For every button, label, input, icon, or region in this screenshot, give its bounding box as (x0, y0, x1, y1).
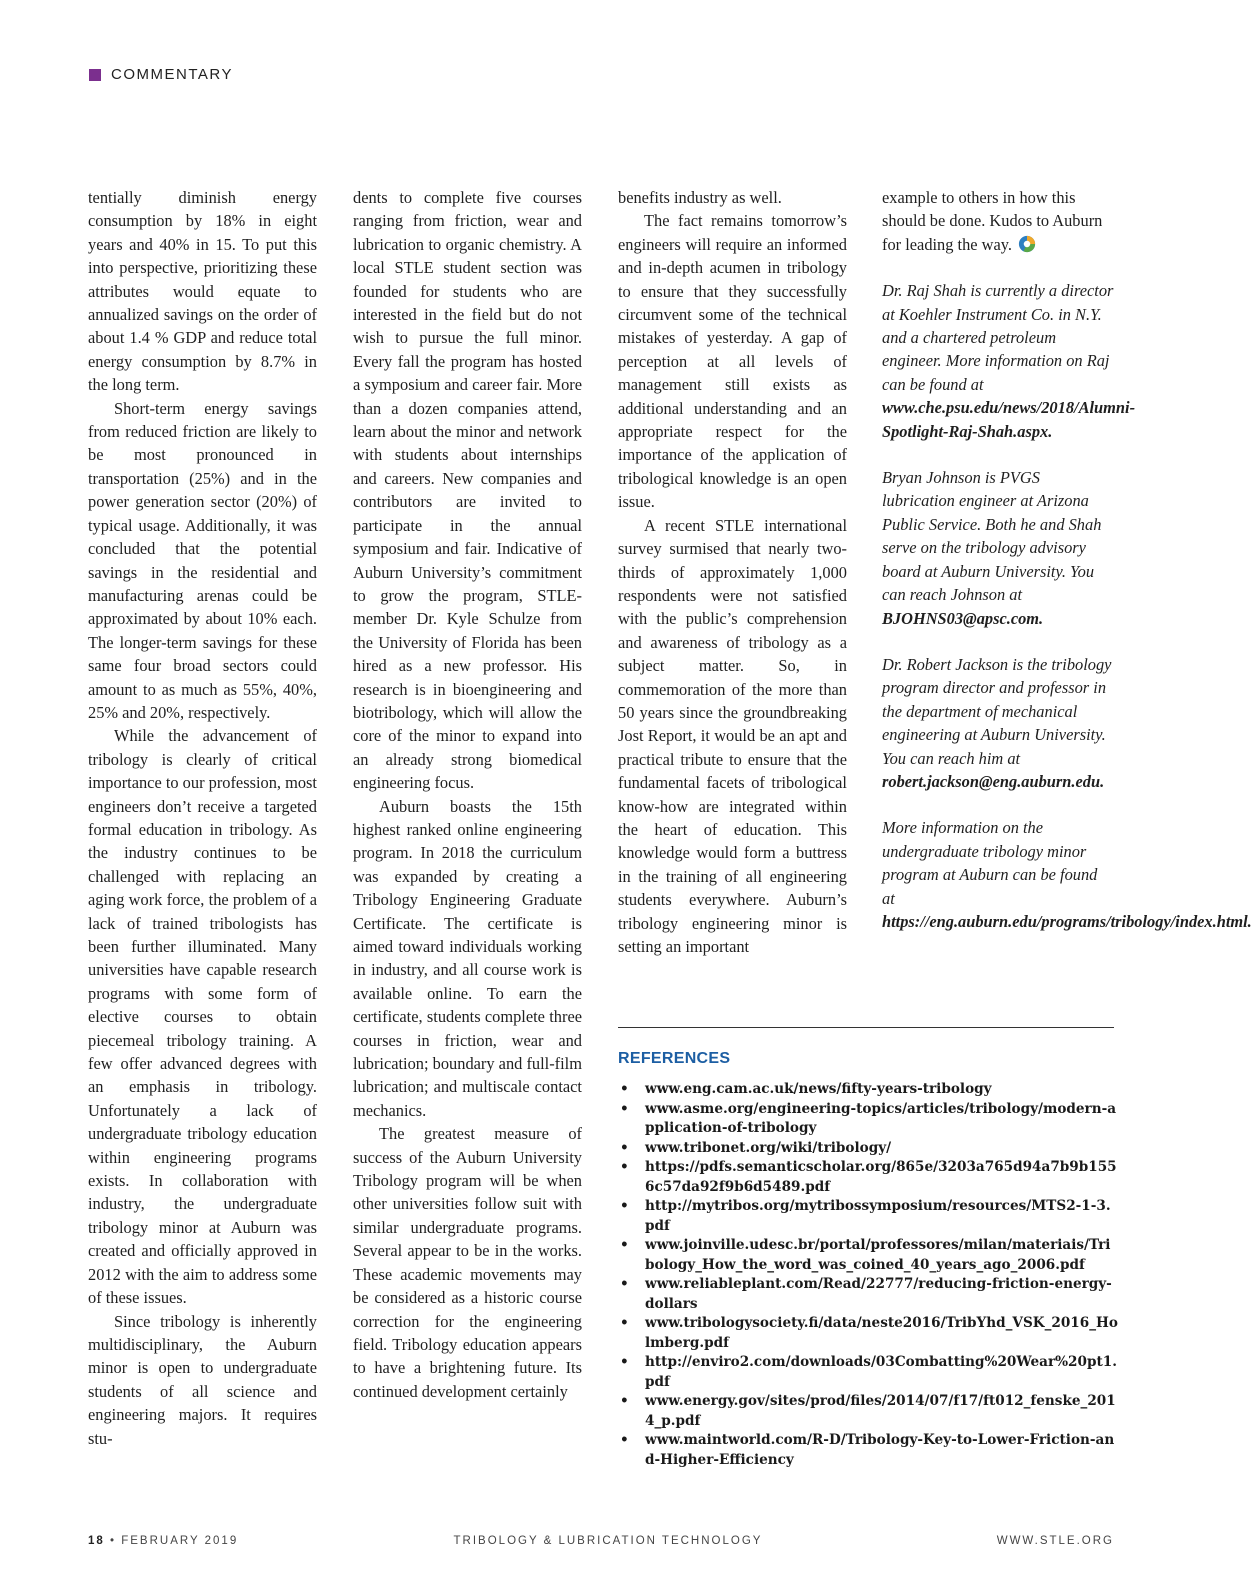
issue-date: FEBRUARY 2019 (121, 1535, 239, 1547)
bio-text: More information on the undergraduate tribology minor program at Auburn can be found at (882, 818, 1098, 908)
paragraph: benefits industry as well. (618, 188, 782, 207)
reference-item[interactable]: • www.tribologysociety.fi/data/neste2016/TribYhd_VSK_2016_Holmberg.pdf (618, 1314, 1118, 1353)
bio-text: Dr. Raj Shah is currently a director at Koehler Instrument Co. in N.Y. and a chartered petroleum engineer. More information on Raj can be found at (882, 281, 1114, 394)
section-header (89, 66, 233, 83)
paragraph: A recent STLE international survey surmised that nearly two-thirds of approximately 1,000 respondents were not satisfied with the public’s comprehension and awareness of tribology as a subject matter. So, in commemoration of the more than 50 years since the groundbreaking Jost Report, it would be an apt and practical tribute to ensure that the fundamental facets of tribological know-how are integrated within the heart of education. This knowledge would form a buttress in the training of all engineering students everywhere. Auburn’s tribology engineering minor is setting an important (618, 515, 847, 956)
reference-item[interactable]: • www.energy.gov/sites/prod/files/2014/07/f17/ft012_fenske_2014_p.pdf (618, 1392, 1118, 1431)
author-bio-johnson (882, 466, 1114, 630)
references-list (618, 1080, 1118, 1470)
reference-item[interactable]: • www.maintworld.com/R-D/Tribology-Key-to-Lower-Friction-and-Higher-Efficiency (618, 1431, 1118, 1470)
closing-paragraph (882, 186, 1114, 256)
reference-item[interactable]: • www.reliableplant.com/Read/22777/reducing-friction-energy-dollars (618, 1275, 1118, 1314)
bio-text: Bryan Johnson is PVGS lubrication engineer at Arizona Public Service. Both he and Shah serve on the tribology advisory board at Auburn University. You can reach Johnson at (882, 468, 1102, 605)
author-bio-jackson (882, 653, 1114, 793)
footer-website[interactable]: WWW.STLE.ORG (996, 1535, 1114, 1547)
paragraph: While the advancement of tribology is clearly of critical importance to our profession, most engineers don’t receive a targeted formal education in tribology. As the industry continues to be challenged with replacing an aging work force, the problem of a lack of trained tribologists has been further illuminated. Many universities have capable research programs with some form of elective courses to obtain piecemeal tribology training. A few offer advanced degrees with an emphasis in tribology. Unfortunately a lack of undergraduate tribology education within engineering programs exists. In collaboration with industry, the undergraduate tribology minor at Auburn was created and officially approved in 2012 with the aim to address some of these issues. (88, 726, 317, 1308)
article-column-1 (88, 186, 317, 1450)
paragraph: Auburn boasts the 15th highest ranked online engineering program. In 2018 the curriculum was expanded by creating a Tribology Engineering Graduate Certificate. The certificate is aimed toward individuals working in industry, and all course work is available online. To earn the certificate, students complete three courses in friction, wear and lubrication; boundary and full-film lubrication; and multiscale contact mechanics. (353, 796, 582, 1120)
paragraph: Short-term energy savings from reduced friction are likely to be most pronounced in transportation (25%) and in the power generation sector (20%) of typical usage. Additionally, it was concluded that the potential savings in the residential and manufacturing arenas could be approximated by about 10% each. The longer-term savings for these same four broad sectors could amount to as much as 55%, 40%, 25% and 20%, respectively. (88, 398, 317, 722)
program-link[interactable]: https://eng.auburn.edu/programs/tribology/index.html. (882, 911, 1252, 931)
reference-item[interactable]: • www.eng.cam.ac.uk/news/fifty-years-tribology (618, 1080, 1118, 1100)
page-number: 18 (88, 1535, 105, 1547)
bio-link[interactable]: www.che.psu.edu/news/2018/Alumni-Spotlight-Raj-Shah.aspx. (882, 398, 1136, 441)
article-column-4 (882, 186, 1252, 933)
bio-email[interactable]: BJOHNS03@apsc.com. (882, 608, 1044, 628)
reference-item[interactable]: • https://pdfs.semanticscholar.org/865e/3203a765d94a7b9b1556c57da92f9b6d5489.pdf (618, 1158, 1118, 1197)
paragraph: dents to complete five courses ranging from friction, wear and lubrication to organic chemistry. A local STLE student section was founded for students who are interested in the field but do not wish to pursue the full minor. Every fall the program has hosted a symposium and career fair. More than a dozen companies attend, learn about the minor and network with students about internships and careers. New companies and contributors are invited to participate in the annual symposium and fair. Indicative of Auburn University’s commitment to grow the program, STLE-member Dr. Kyle Schulze from the University of Florida has been hired as a new professor. His research is in bioengineering and biotribology, which will allow the core of the minor to expand into an already strong biomedical engineering focus. (353, 188, 582, 793)
reference-item[interactable]: • www.tribonet.org/wiki/tribology/ (618, 1139, 1118, 1159)
references-divider (618, 1027, 1114, 1028)
footer-publication: TRIBOLOGY & LUBRICATION TECHNOLOGY (453, 1535, 763, 1547)
reference-item[interactable]: • www.joinville.udesc.br/portal/professores/milan/materiais/Tribology_How_the_word_was_coined_40_years_ago_2006.pdf (618, 1236, 1118, 1275)
article-column-3 (618, 186, 847, 958)
reference-item[interactable]: • http://mytribos.org/mytribossymposium/resources/MTS2-1-3.pdf (618, 1197, 1118, 1236)
reference-item[interactable]: • www.asme.org/engineering-topics/articles/tribology/modern-application-of-tribology (618, 1100, 1118, 1139)
article-column-2 (353, 186, 582, 1403)
footer-separator: • (110, 1535, 117, 1547)
bio-email[interactable]: robert.jackson@eng.auburn.edu. (882, 771, 1105, 791)
author-bio-shah (882, 279, 1136, 443)
stle-end-logo-icon (1018, 235, 1036, 253)
references-title: REFERENCES (618, 1050, 731, 1067)
program-info (882, 816, 1252, 933)
section-marker-square (89, 69, 101, 81)
bio-text: Dr. Robert Jackson is the tribology program director and professor in the department of mechanical engineering at Auburn University. You can reach him at (882, 654, 1112, 768)
paragraph: tentially diminish energy consumption by 18% in eight years and 40% in 15. To put this into perspective, prioritizing these attributes would equate to annualized savings on the order of about 1.4 % GDP and reduce total energy consumption by 8.7% in the long term. (88, 188, 317, 395)
section-label: COMMENTARY (111, 66, 233, 83)
paragraph: The greatest measure of success of the Auburn University Tribology program will be when other universities follow suit with similar undergraduate programs. Several appear to be in the works. These academic movements may be considered as a historic course correction for the engineering field. Tribology education appears to have a brightening future. Its continued development certainly (353, 1124, 582, 1401)
paragraph: Since tribology is inherently multidisciplinary, the Auburn minor is open to undergraduate students of all science and engineering majors. It requires stu- (88, 1311, 317, 1448)
closing-text: example to others in how this should be done. Kudos to Auburn for leading the way. (882, 188, 1103, 254)
paragraph: The fact remains tomorrow’s engineers will require an informed and in-depth acumen in tribology to ensure that they successfully circumvent some of the technical mistakes of yesterday. A gap of perception at all levels of management still exists as additional understanding and an appropriate respect for the importance of the application of tribological knowledge is an open issue. (618, 211, 847, 512)
reference-item[interactable]: • http://enviro2.com/downloads/03Combatting%20Wear%20pt1.pdf (618, 1353, 1118, 1392)
